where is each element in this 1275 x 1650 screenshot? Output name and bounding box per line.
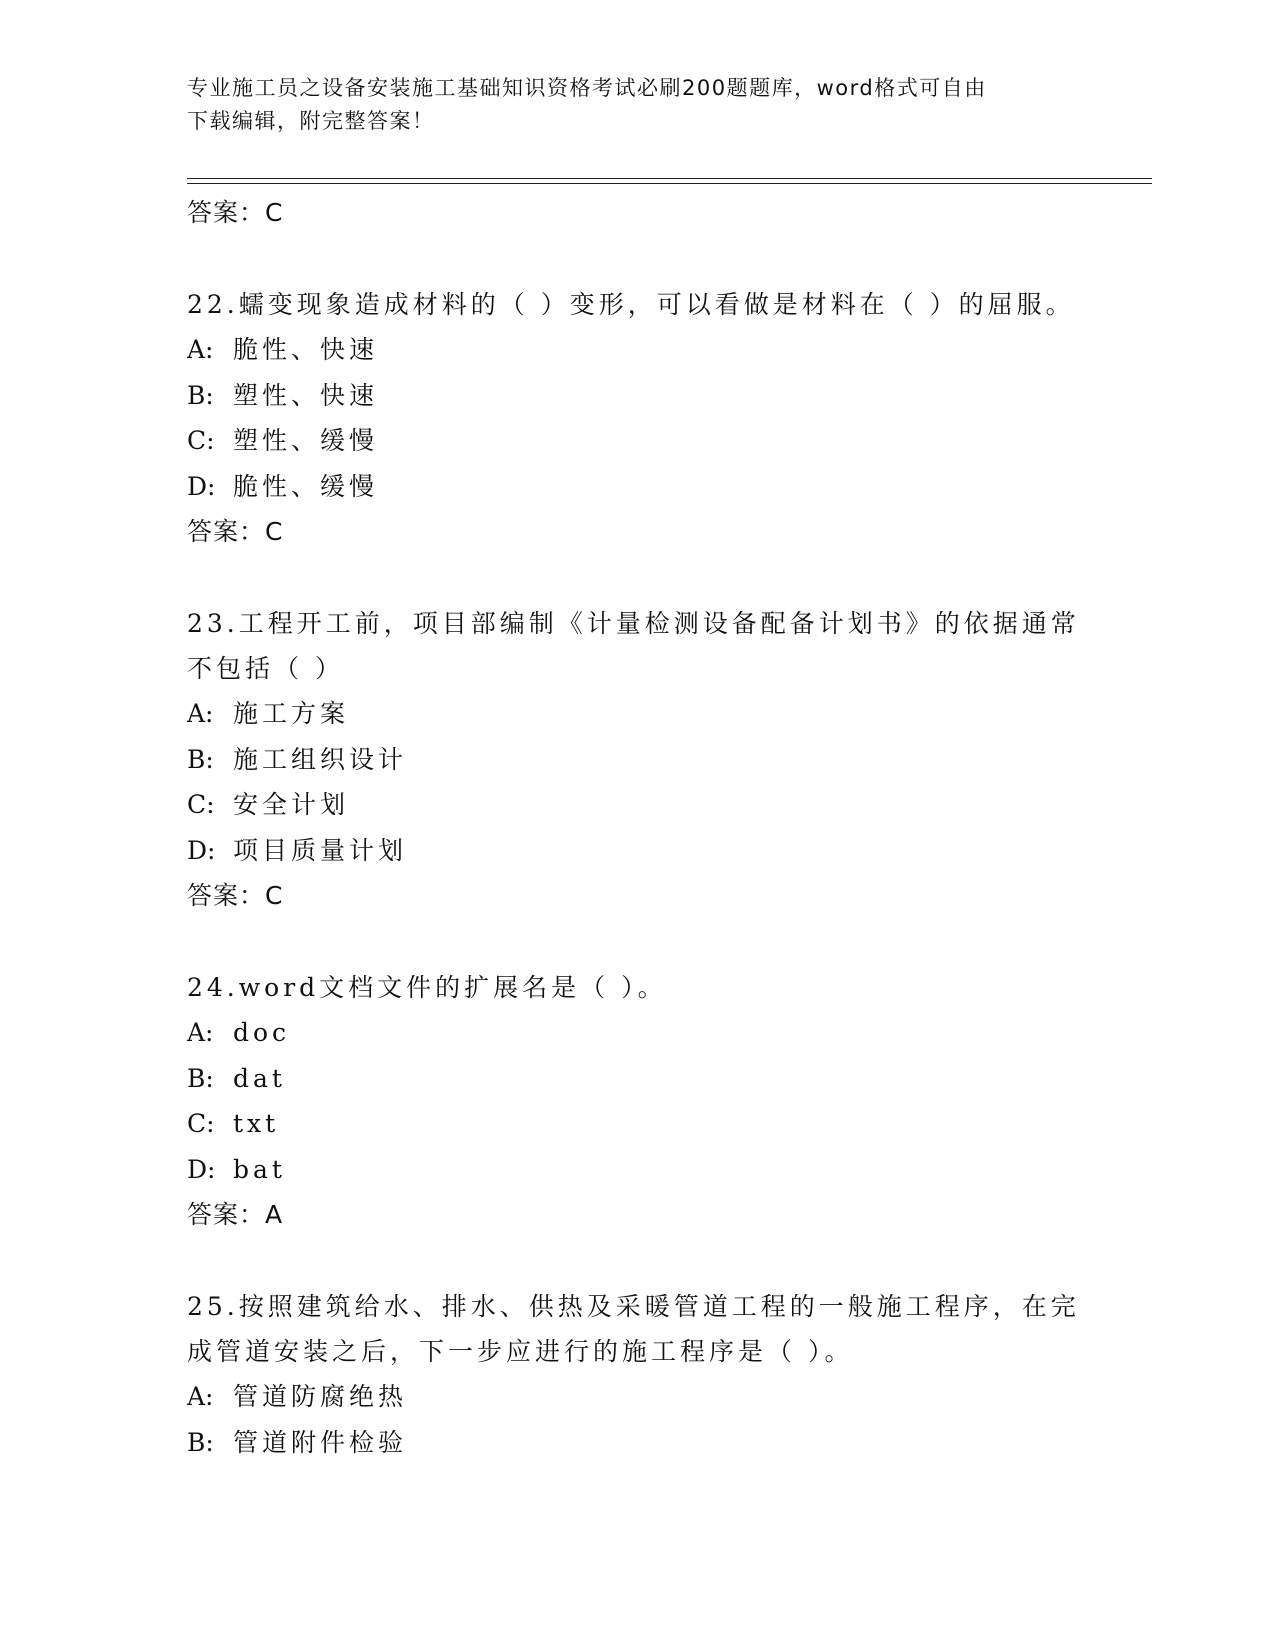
- option-c: [187, 418, 1087, 464]
- option-letter: B:: [187, 744, 214, 774]
- spacer: [187, 235, 1087, 282]
- question-24: [187, 965, 1087, 1237]
- option-text: 脆性、缓慢: [233, 471, 379, 501]
- header-line-1: 专业施工员之设备安装施工基础知识资格考试必刷200题题库，word格式可自由: [187, 76, 987, 100]
- option-b: [187, 1420, 1087, 1466]
- answer-line: 答案：C: [187, 517, 284, 546]
- option-letter: B:: [187, 1063, 214, 1093]
- option-text: bat: [233, 1154, 286, 1184]
- question-stem-continued: 不包括（ ）: [187, 654, 344, 683]
- option-b: [187, 737, 1087, 783]
- option-letter: C:: [187, 1109, 215, 1138]
- option-letter: B:: [187, 1427, 214, 1457]
- option-text: 塑性、快速: [233, 380, 379, 410]
- option-letter: B:: [187, 380, 214, 410]
- option-letter: D:: [187, 835, 216, 865]
- spacer: [187, 1237, 1087, 1284]
- option-letter: A:: [187, 335, 214, 364]
- option-letter: A:: [187, 1018, 214, 1047]
- option-a: [187, 1374, 1087, 1420]
- option-b: [187, 1056, 1087, 1102]
- option-c: [187, 1101, 1087, 1147]
- option-text: 脆性、快速: [233, 335, 379, 364]
- header-rule-top: [187, 178, 1152, 179]
- header-rule-bottom: [187, 183, 1152, 184]
- answer-line: 答案：C: [187, 881, 284, 910]
- option-text: dat: [233, 1063, 286, 1093]
- option-text: 管道防腐绝热: [233, 1382, 408, 1411]
- option-letter: A:: [187, 1382, 214, 1411]
- document-header: [187, 72, 1087, 138]
- question-stem: 23.工程开工前，项目部编制《计量检测设备配备计划书》的依据通常: [187, 609, 1080, 638]
- option-text: 项目质量计划: [233, 835, 408, 865]
- option-text: 安全计划: [233, 790, 350, 819]
- option-text: txt: [233, 1109, 280, 1138]
- option-letter: D:: [187, 1154, 216, 1184]
- question-stem: 24.word文档文件的扩展名是（ ）。: [187, 973, 667, 1002]
- option-letter: A:: [187, 699, 214, 728]
- option-a: [187, 1010, 1087, 1056]
- question-list: [187, 190, 1087, 1465]
- spacer: [187, 918, 1087, 965]
- question-stem-continued: 成管道安装之后，下一步应进行的施工程序是（ ）。: [187, 1337, 854, 1366]
- option-a: [187, 691, 1087, 737]
- header-line-2: 下载编辑，附完整答案！: [187, 109, 435, 133]
- option-b: [187, 373, 1087, 419]
- option-letter: D:: [187, 471, 216, 501]
- option-d: [187, 828, 1087, 874]
- question-stem: 22.蠕变现象造成材料的（ ）变形，可以看做是材料在（ ）的屈服。: [187, 290, 1075, 319]
- spacer: [187, 554, 1087, 601]
- option-d: [187, 464, 1087, 510]
- answer-line: 答案：C: [187, 198, 284, 227]
- option-a: [187, 327, 1087, 373]
- question-stem: 25.按照建筑给水、排水、供热及采暖管道工程的一般施工程序，在完: [187, 1292, 1080, 1321]
- answer-line: 答案：A: [187, 1200, 284, 1229]
- option-text: 施工方案: [233, 699, 350, 728]
- option-text: 管道附件检验: [233, 1427, 408, 1457]
- option-letter: C:: [187, 790, 215, 819]
- question-25: [187, 1284, 1087, 1465]
- question-23: [187, 601, 1087, 918]
- option-text: 塑性、缓慢: [233, 426, 379, 455]
- question-22: [187, 282, 1087, 554]
- option-c: [187, 782, 1087, 828]
- option-letter: C:: [187, 426, 215, 455]
- option-text: doc: [233, 1018, 291, 1047]
- option-text: 施工组织设计: [233, 744, 408, 774]
- option-d: [187, 1147, 1087, 1193]
